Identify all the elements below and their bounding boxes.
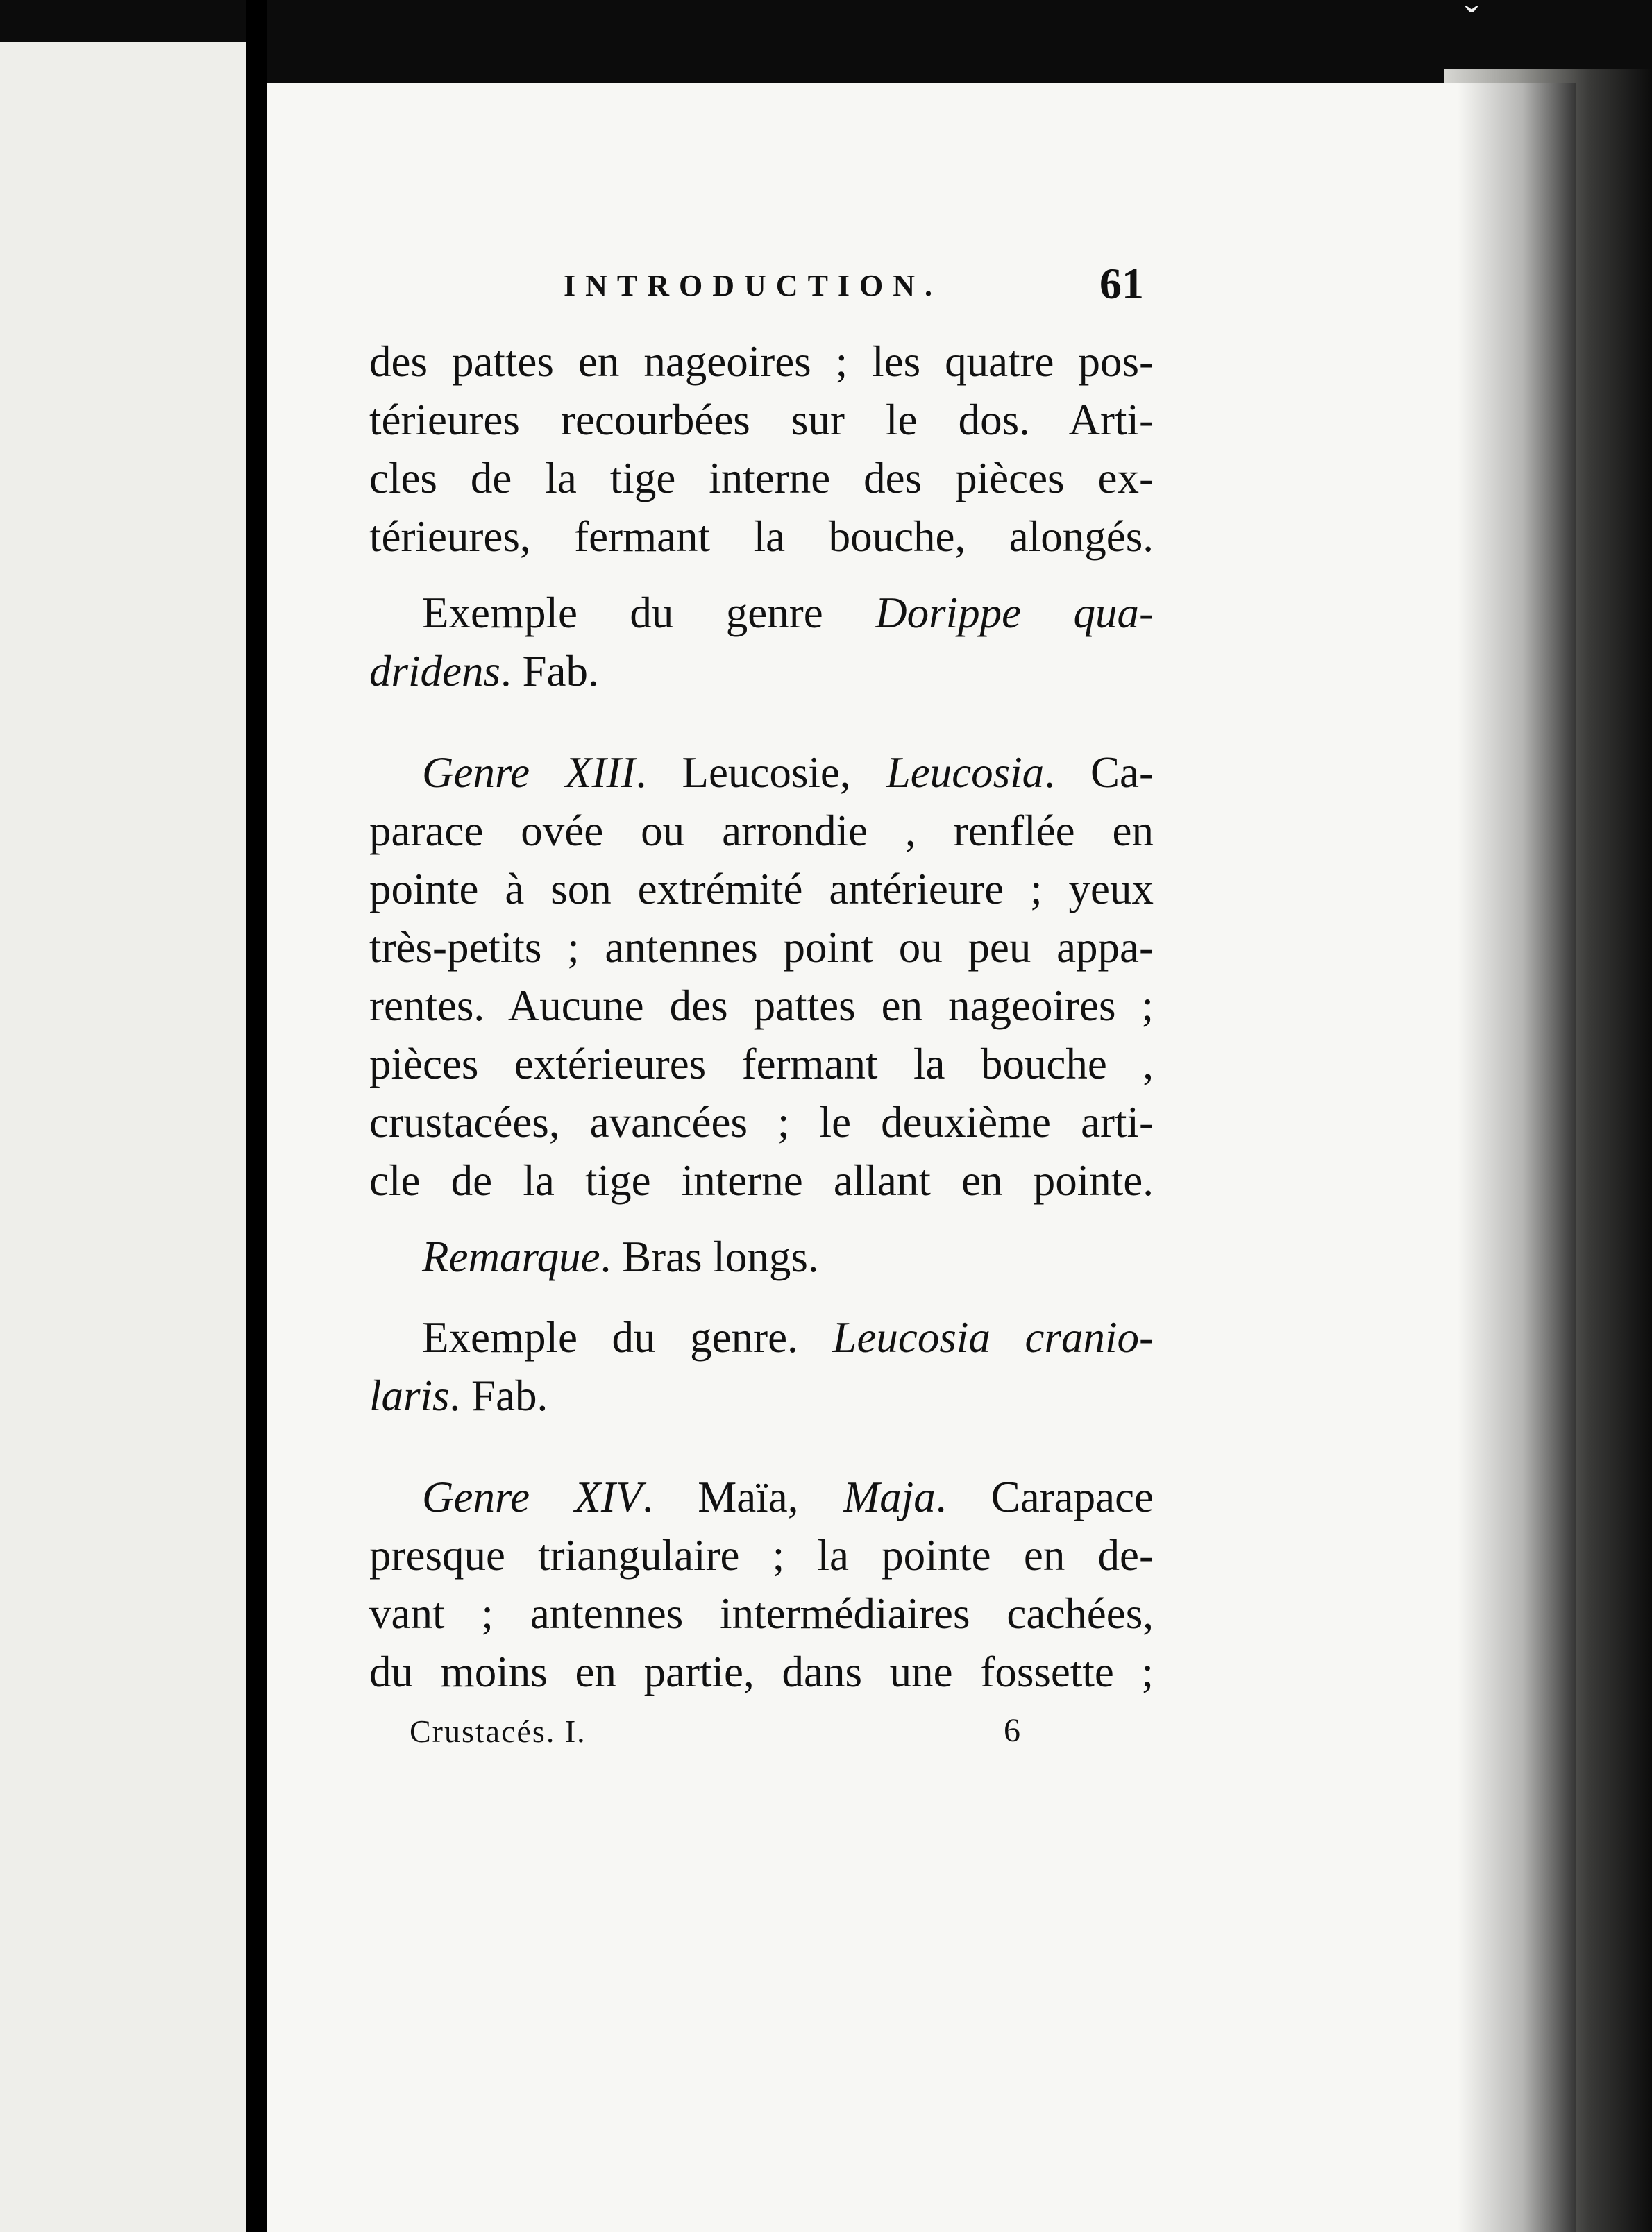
text-line: crustacées, avancées ; le deuxième arti-: [369, 1098, 1154, 1147]
text-line: Exemple du genre Dorippe qua-: [422, 589, 1154, 637]
text-line: vant ; antennes intermédiaires cachées,: [369, 1589, 1154, 1638]
text-line: Remarque. Bras longs.: [422, 1233, 819, 1281]
text-line: cles de la tige interne des pièces ex-: [369, 454, 1154, 502]
text-line: parace ovée ou arrondie , renflée en: [369, 806, 1154, 855]
text-line: cle de la tige interne allant en pointe.: [369, 1156, 1154, 1205]
text-line: laris. Fab.: [369, 1371, 548, 1420]
page-number: 61: [1099, 259, 1144, 308]
text-line: presque triangulaire ; la pointe en de-: [369, 1531, 1154, 1580]
text-line: pointe à son extrémité antérieure ; yeux: [369, 865, 1154, 913]
text-line: pièces extérieures fermant la bouche ,: [369, 1040, 1154, 1088]
text-line: dridens. Fab.: [369, 647, 599, 695]
text-line: térieures, fermant la bouche, alongés.: [369, 512, 1154, 561]
text-line: très-petits ; antennes point ou peu appa-: [369, 923, 1154, 972]
text-line: du moins en partie, dans une fossette ;: [369, 1648, 1154, 1696]
running-head: INTRODUCTION.: [564, 269, 943, 303]
corner-mark: ˇ: [1465, 0, 1478, 44]
text-line: Genre XIII. Leucosie, Leucosia. Ca-: [422, 748, 1154, 797]
facing-page-fragment: [0, 42, 246, 2232]
book-gutter: [246, 0, 267, 2232]
text-line: térieures recourbées sur le dos. Arti-: [369, 396, 1154, 444]
page-shadow: [1458, 83, 1576, 2232]
text-line: Exemple du genre. Leucosia cranio-: [422, 1313, 1154, 1362]
text-line: Genre XIV. Maïa, Maja. Carapace: [422, 1473, 1154, 1521]
signature-number: 6: [1004, 1712, 1020, 1749]
text-line: rentes. Aucune des pattes en nageoires ;: [369, 981, 1154, 1030]
text-line: des pattes en nageoires ; les quatre pos-: [369, 337, 1154, 386]
signature-mark: Crustacés. I.: [410, 1714, 587, 1749]
